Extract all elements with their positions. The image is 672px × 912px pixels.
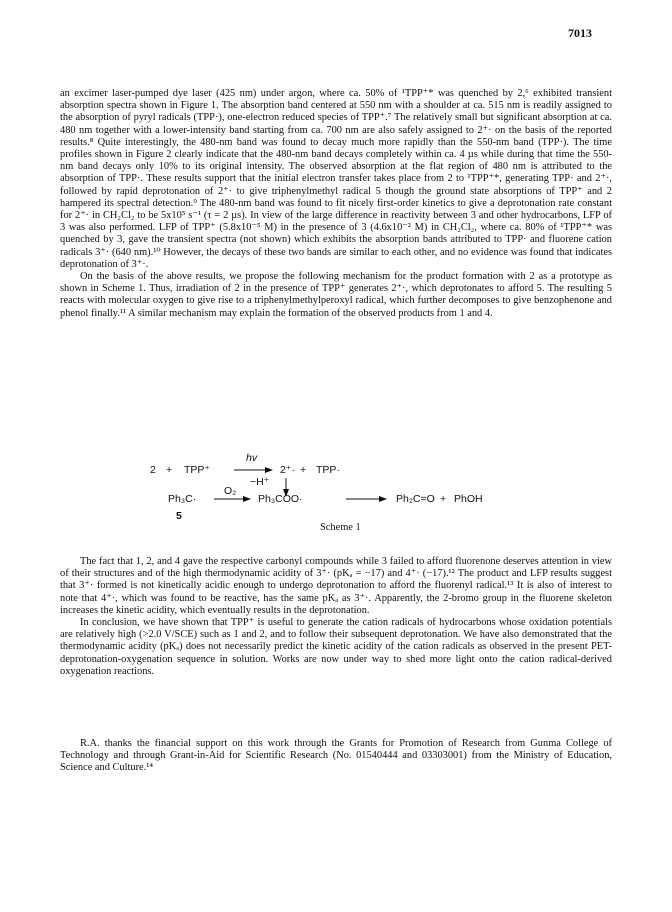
paragraph-mechanism: On the basis of the above results, we propose the following mechanism for the product formation with 2 as a prototype as shown in Scheme 1. Thus, irradiation of 2 in the presence of TPP⁺ generates 2⁺·, which deprotonates to afford 5. The resulting 5 reacts with molecular oxygen to give rise to a triphenylmethylperoxyl radical, which further decomposes to give benzophenone and phenol finally.¹¹ A similar mechanism may explain the formation of the observed products from 1 and 4. (60, 271, 612, 319)
scheme-caption: Scheme 1 (320, 522, 361, 533)
paragraph-acidity: The fact that 1, 2, and 4 gave the respective carbonyl compounds while 3 failed to afford fluorenone deserves attention in view of their structures and of the high thermodynamic acidity of 3⁺· (pKₐ = −17) and 4⁺· (−17).¹² The product and LFP results suggest that 3⁺· formed is not kinetically acidic enough to undergo deprotonation to afford the fluorenyl radical.¹³ It is also of interest to note that 4⁺·, which was found to be reactive, has the same pKₐ as 3⁺·. Apparently, the 2-bromo group in the fluorene skeleton increases the kinetic acidity, which eventually results in the deprotonation. (60, 556, 612, 616)
scheme-ph3coo-radical: Ph₃COO· (258, 493, 303, 505)
page-number: 7013 (568, 26, 592, 40)
scheme-ph3c-radical: Ph₃C· (168, 493, 197, 505)
scheme-phenol: PhOH (454, 493, 483, 505)
paragraph-conclusion: In conclusion, we have shown that TPP⁺ is useful to generate the cation radicals of hydrocarbons whose oxidation potentials are relatively high (>2.0 V/SCE) such as 1 and 2, and to follow their subsequent deprotonation. We have also demonstrated that the thermodynamic acidity (pKₐ) does not necessarily predict the kinetic acidity of the cation radicals as observed in the present PET-deprotonation-oxygenation sequence in solution. Works are now under way to shed more light onto the cation radical-derived oxygenation reactions. (60, 617, 612, 677)
scheme-tpp-radical: TPP· (316, 464, 340, 476)
scheme-plus: + (440, 493, 447, 505)
scheme-tpp-plus: TPP⁺ (184, 464, 210, 476)
acknowledgment (60, 738, 612, 775)
scheme-minus-h-label: −H⁺ (250, 476, 270, 488)
paragraph-acknowledgment: R.A. thanks the financial support on this work through the Grants for Promotion of Research from Gunma College of Technology and through Grant-in-Aid for Scientific Research (No. 01540444 and 03303001) from the Ministry of Education, Science and Culture.¹⁴ (60, 738, 612, 774)
scheme-2-cation-radical: 2⁺· (280, 464, 295, 476)
paragraph-lfp-results: an excimer laser-pumped dye laser (425 nm) under argon, where ca. 50% of ¹TPP⁺* was quenched by 2,⁶ exhibited transient absorption spectra shown in Figure 1. The absorption band centered at 550 nm with a shoulder at ca. 515 nm is readily assigned to the absorption of pyryl radicals (TPP·), one-electron reduced species of TPP⁺.⁷ The relatively small but significant absorption at ca. 480 nm together with a lower-intensity band starting from ca. 700 nm are also safely assigned to 2⁺· on the basis of the reported results.⁸ Quite interestingly, the 480-nm band was found to decay much more rapidly than the 550-nm band (TPP·). The time profiles shown in Figure 2 clearly indicate that the 480-nm band decays completely within ca. 4 µs while during that time the 550-nm band decays only 10% to its original intensity. The observed absorption at the flat region of 480 nm is attributed to the absorption of TPP·. These results support that the initial electron transfer takes place from 2 to ¹TPP⁺*, generating TPP· and 2⁺·, followed by rapid deprotonation of 2⁺· to give triphenylmethyl radical 5 though the ground state absorptions of TPP⁺ and 2 hampered its spectral detection.⁹ The 480-nm band was found to fit nicely first-order kinetics to give a deprotonation rate constant for 2⁺· in CH₂Cl₂ to be 5x10⁵ s⁻¹ (τ = 2 µs). In view of the large difference in reactivity between 3 and other hydrocarbons, LFP of 3 was also performed. LFP of TPP⁺ (5.8x10⁻⁵ M) in the presence of 3 (4.6x10⁻² M) in CH₂Cl₂, where ca. 80% of ¹TPP⁺* was quenched by 3, gave the transient spectra (not shown) which exhibits the absorption bands attributed to TPP· and fluorene cation radicals 3⁺· (640 nm).¹⁰ However, the decays of these two bands are similar to each other, and no evidence was found that indicates deprotonation of 3⁺·. (60, 88, 612, 270)
body-text-top (60, 88, 612, 320)
scheme-reactant-2: 2 (150, 464, 156, 476)
scheme-benzophenone: Ph₂C=O (396, 493, 435, 505)
scheme-hv-label: hv (246, 452, 258, 464)
scheme-compound-5-label: 5 (176, 510, 182, 522)
scheme-o2-label: O₂ (224, 485, 237, 497)
body-text-middle (60, 556, 612, 678)
scheme-plus: + (300, 464, 307, 476)
scheme-plus: + (166, 464, 173, 476)
